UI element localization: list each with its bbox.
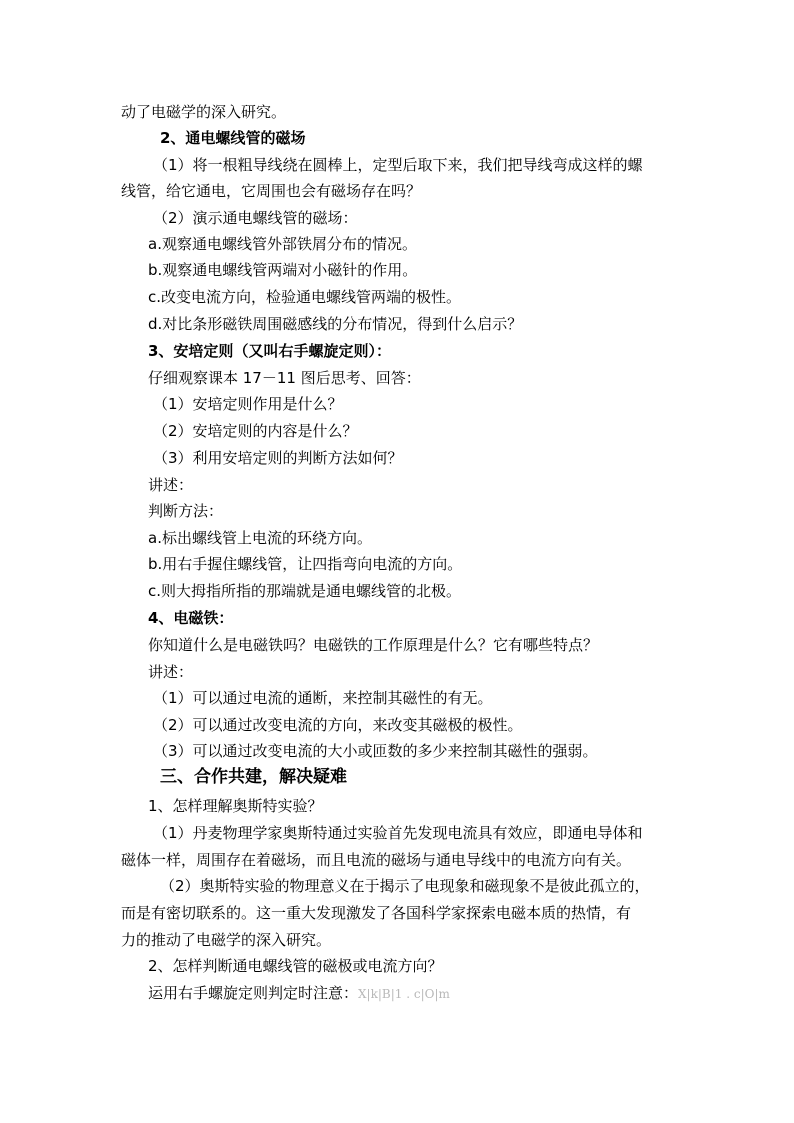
section-heading: 2、通电螺线管的磁场 — [160, 129, 306, 147]
list-item: b.用右手握住螺线管，让四指弯向电流的方向。 — [148, 555, 463, 573]
section-heading-large: 三、合作共建，解决疑难 — [160, 767, 347, 787]
paragraph-text: （2）演示通电螺线管的磁场： — [153, 209, 358, 227]
paragraph-text — [148, 983, 450, 1003]
list-item: （2）安培定则的内容是什么？ — [153, 422, 358, 440]
list-item: a.观察通电螺线管外部铁屑分布的情况。 — [148, 235, 417, 253]
list-item: （3）利用安培定则的判断方法如何？ — [153, 449, 403, 467]
paragraph-text: 力的推动了电磁学的深入研究。 — [121, 931, 332, 949]
paragraph-text: （2）奥斯特实验的物理意义在于揭示了电现象和磁现象不是彼此孤立的， — [160, 877, 650, 895]
list-item: b.观察通电螺线管两端对小磁针的作用。 — [148, 261, 418, 279]
paragraph-text: 而是有密切联系的。这一重大发现激发了各国科学家探索电磁本质的热情，有 — [121, 904, 632, 922]
paragraph-text: 运用右手螺旋定则判定时注意： — [148, 984, 359, 1002]
paragraph-text: （1）丹麦物理学家奥斯特通过实验首先发现电流具有效应，即通电导体和 — [153, 824, 643, 842]
list-item: c.则大拇指所指的那端就是通电螺线管的北极。 — [148, 582, 462, 600]
list-item: d.对比条形磁铁周围磁感线的分布情况，得到什么启示？ — [148, 315, 523, 333]
paragraph-text: 仔细观察课本 17－11 图后思考、回答： — [148, 369, 421, 387]
paragraph-text: 1、怎样理解奥斯特实验？ — [148, 797, 323, 815]
paragraph-text: 讲述： — [148, 476, 194, 494]
paragraph-text: 线管，给它通电，它周围也会有磁场存在吗？ — [121, 182, 422, 200]
paragraph-text: 2、怎样判断通电螺线管的磁极或电流方向？ — [148, 957, 443, 975]
paragraph-text: 你知道什么是电磁铁吗？电磁铁的工作原理是什么？它有哪些特点？ — [148, 636, 599, 654]
list-item: （1）安培定则作用是什么？ — [153, 395, 343, 413]
list-item: （1）可以通过电流的通断，来控制其磁性的有无。 — [153, 689, 493, 707]
paragraph-text: （1）将一根粗导线绕在圆棒上，定型后取下来，我们把导线弯成这样的螺 — [153, 156, 643, 174]
list-item: a.标出螺线管上电流的环绕方向。 — [148, 529, 372, 547]
paragraph-text: 讲述： — [148, 663, 194, 681]
section-heading: 4、电磁铁： — [148, 609, 234, 627]
list-item: c.改变电流方向，检验通电螺线管两端的极性。 — [148, 288, 462, 306]
list-item: （3）可以通过改变电流的大小或匝数的多少来控制其磁性的强弱。 — [153, 742, 598, 760]
list-item: （2）可以通过改变电流的方向，来改变其磁极的极性。 — [153, 716, 523, 734]
paragraph-text: 判断方法： — [148, 502, 224, 520]
watermark-text: X|k|B|1 . c|O|m — [358, 987, 450, 1001]
paragraph-text: 磁体一样，周围存在着磁场，而且电流的磁场与通电导线中的电流方向有关。 — [121, 851, 632, 869]
paragraph-text: 动了电磁学的深入研究。 — [121, 103, 287, 121]
section-heading: 3、安培定则（又叫右手螺旋定则）： — [148, 342, 391, 360]
